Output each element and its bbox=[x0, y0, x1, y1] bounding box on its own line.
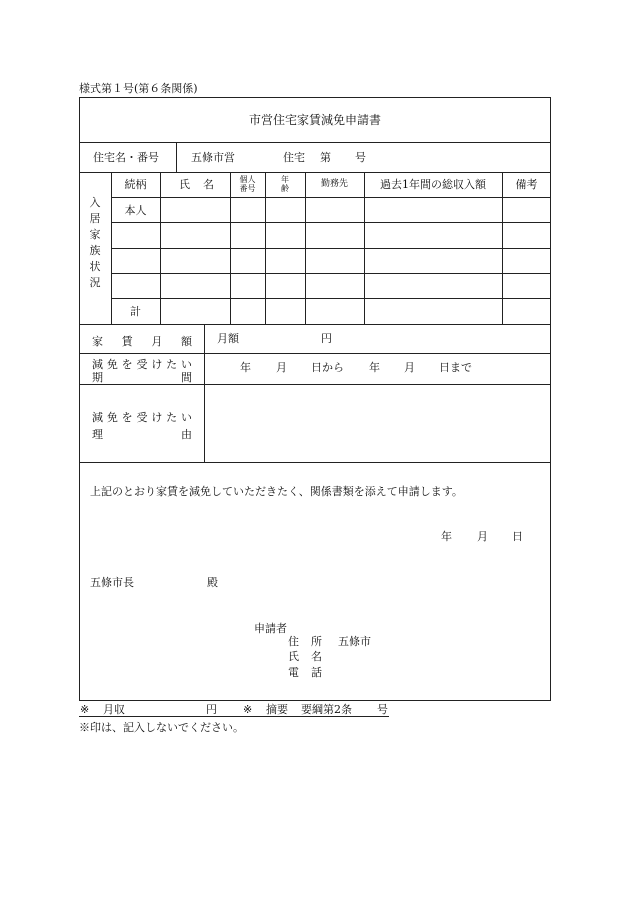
rent-yen: 円 bbox=[321, 332, 332, 345]
applicant-label: 申請者 bbox=[254, 622, 287, 635]
row-total-label: 計 bbox=[130, 305, 141, 318]
divider bbox=[79, 353, 551, 354]
mayor-dono: 殿 bbox=[207, 576, 218, 589]
date-month: 月 bbox=[477, 530, 488, 543]
footer-summary: 摘要 bbox=[266, 703, 288, 716]
divider bbox=[111, 248, 551, 249]
divider bbox=[111, 273, 551, 274]
period-month: 月 bbox=[276, 361, 287, 374]
header-notes: 備考 bbox=[515, 178, 538, 191]
applicant-name-a: 氏 bbox=[288, 650, 299, 663]
form-number: 様式第１号(第６条関係) bbox=[79, 82, 198, 95]
mayor-address: 五條市長 bbox=[90, 576, 134, 589]
row-self-label: 本人 bbox=[124, 204, 147, 217]
reason-label-line1: 減 免 を 受 け た い bbox=[92, 411, 192, 424]
divider bbox=[230, 172, 231, 324]
rent-monthly: 月額 bbox=[217, 332, 239, 345]
housing-number-label: 住宅名・番号 bbox=[93, 151, 159, 164]
period-label-line1: 減 免 を 受 け た い bbox=[92, 358, 192, 371]
header-name-b: 名 bbox=[203, 178, 214, 191]
rent-label: 家 賃 月 額 bbox=[92, 335, 192, 348]
divider bbox=[176, 142, 177, 172]
divider bbox=[79, 462, 551, 463]
footer-kome1: ※ bbox=[80, 703, 90, 716]
header-name-a: 氏 bbox=[179, 178, 190, 191]
date-day: 日 bbox=[512, 530, 523, 543]
applicant-address-value: 五條市 bbox=[338, 635, 371, 648]
housing-go: 号 bbox=[355, 151, 366, 164]
period-label-line2: 期 間 bbox=[92, 371, 192, 384]
footer-yen: 円 bbox=[206, 703, 217, 716]
divider bbox=[111, 197, 551, 198]
period-month2: 月 bbox=[404, 361, 415, 374]
application-statement: 上記のとおり家賃を減免していただきたく、関係書類を添えて申請します。 bbox=[90, 485, 463, 498]
period-until: 日まで bbox=[439, 361, 472, 374]
applicant-address-a: 住 bbox=[288, 635, 299, 648]
header-workplace: 勤務先 bbox=[320, 179, 348, 189]
divider bbox=[79, 172, 551, 173]
divider bbox=[111, 172, 112, 324]
divider bbox=[79, 142, 551, 143]
header-annual-income: 過去1年間の総収入額 bbox=[380, 178, 486, 191]
footer-kome2: ※ bbox=[243, 703, 253, 716]
housing-city: 五條市営 bbox=[191, 151, 235, 164]
footer-underline bbox=[79, 716, 389, 717]
date-year: 年 bbox=[441, 530, 452, 543]
footer-rule: 要綱第2条 bbox=[301, 703, 352, 716]
applicant-tel-a: 電 bbox=[288, 666, 299, 679]
period-year: 年 bbox=[240, 361, 251, 374]
divider bbox=[364, 172, 365, 324]
footer-go: 号 bbox=[377, 703, 388, 716]
applicant-address-b: 所 bbox=[311, 635, 322, 648]
header-personal-number: 個人 番号 bbox=[239, 175, 256, 193]
divider bbox=[265, 172, 266, 324]
divider bbox=[305, 172, 306, 324]
period-year2: 年 bbox=[369, 361, 380, 374]
form-title: 市営住宅家賃減免申請書 bbox=[248, 113, 381, 127]
applicant-tel-b: 話 bbox=[311, 666, 322, 679]
housing-word: 住宅 bbox=[283, 151, 305, 164]
divider bbox=[111, 298, 551, 299]
header-age: 年 齢 bbox=[281, 175, 289, 193]
period-from: 日から bbox=[311, 361, 344, 374]
divider bbox=[204, 324, 205, 462]
divider bbox=[111, 222, 551, 223]
reason-label-line2: 理 由 bbox=[92, 428, 192, 441]
footer-income: 月収 bbox=[103, 703, 125, 716]
footer-note: ※印は、記入しないでください。 bbox=[79, 721, 244, 734]
divider bbox=[160, 172, 161, 324]
divider bbox=[502, 172, 503, 324]
divider bbox=[79, 324, 551, 325]
family-status-side-label: 入 居 家 族 状 況 bbox=[89, 196, 101, 289]
housing-dai: 第 bbox=[320, 151, 331, 164]
applicant-name-b: 名 bbox=[311, 650, 322, 663]
header-relation: 続柄 bbox=[124, 178, 147, 191]
